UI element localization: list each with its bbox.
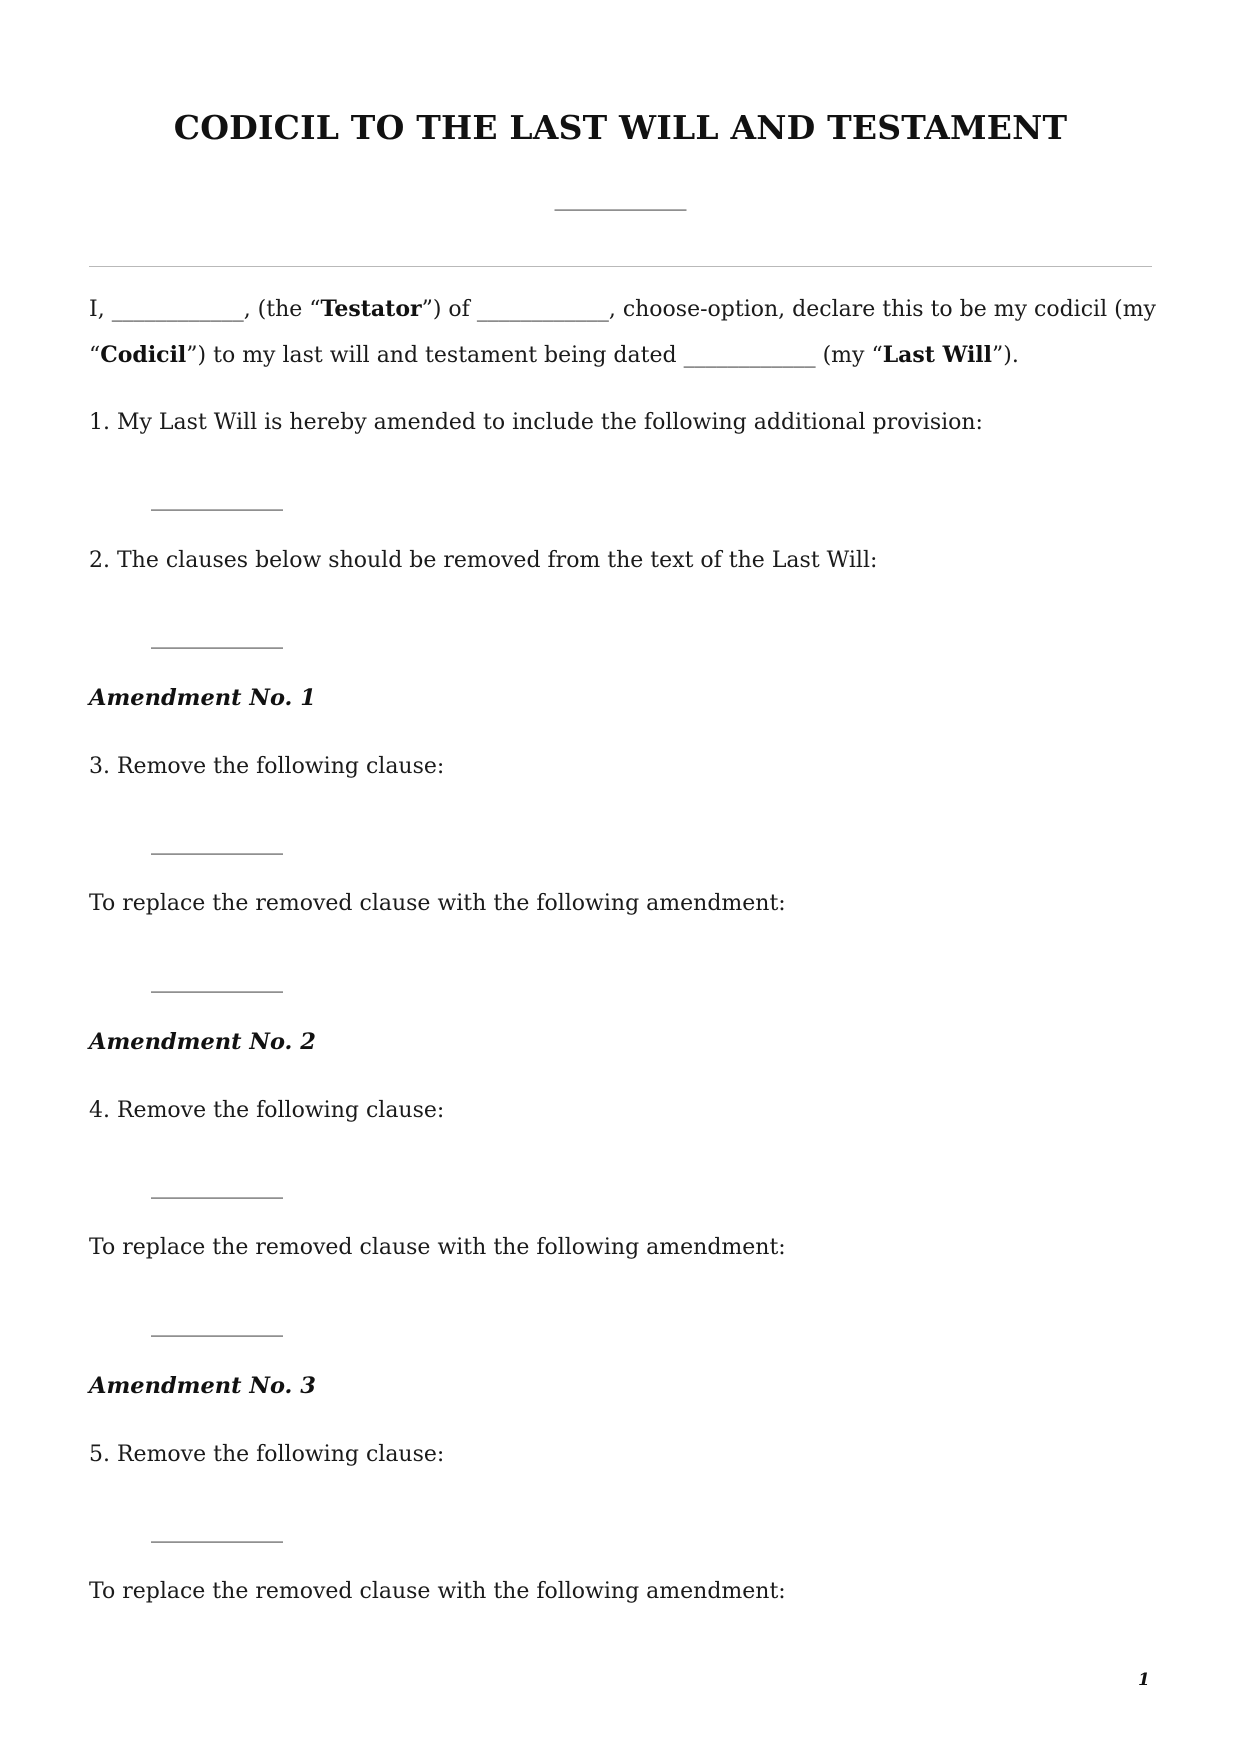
amendment-3-remove-blank[interactable]: ____________ <box>151 1518 283 1543</box>
amendment-3-remove: 5. Remove the following clause: <box>89 1442 445 1467</box>
amendment-2-remove: 4. Remove the following clause: <box>89 1098 445 1123</box>
amendment-1-remove-blank[interactable]: ____________ <box>151 830 283 855</box>
intro-line-1: I, ____________, (the “Testator”) of ____________, choose-option, declare this to be my codicil (my <box>89 296 1156 322</box>
amendment-1-heading: Amendment No. 1 <box>89 685 316 711</box>
amendment-2-heading: Amendment No. 2 <box>89 1029 316 1055</box>
testator-name-blank[interactable]: ____________ <box>111 297 244 322</box>
testator-term: Testator <box>320 296 422 322</box>
clause-1: 1. My Last Will is hereby amended to include the following additional provision: <box>89 410 983 435</box>
horizontal-divider <box>89 266 1152 267</box>
amendment-1-remove: 3. Remove the following clause: <box>89 754 445 779</box>
amendment-3-heading: Amendment No. 3 <box>89 1373 316 1399</box>
testator-address-blank[interactable]: ____________ <box>476 297 609 322</box>
codicil-term: Codicil <box>100 342 187 368</box>
page-number: 1 <box>1138 1670 1150 1690</box>
amendment-2-remove-blank[interactable]: ____________ <box>151 1174 283 1199</box>
title-blank[interactable]: ____________ <box>554 186 687 211</box>
clause-2: 2. The clauses below should be removed from the text of the Last Will: <box>89 548 878 573</box>
last-will-term: Last Will <box>882 342 993 368</box>
amendment-1-replace: To replace the removed clause with the following amendment: <box>89 891 786 916</box>
document-title: CODICIL TO THE LAST WILL AND TESTAMENT <box>173 108 1068 147</box>
amendment-2-replace: To replace the removed clause with the following amendment: <box>89 1235 786 1260</box>
will-date-blank[interactable]: ____________ <box>683 343 816 368</box>
intro-line-2: “Codicil”) to my last will and testament being dated ____________ (my “Last Will”). <box>89 342 1019 368</box>
amendment-3-replace: To replace the removed clause with the following amendment: <box>89 1579 786 1604</box>
amendment-1-replace-blank[interactable]: ____________ <box>151 968 283 993</box>
removed-clauses-blank[interactable]: ____________ <box>151 624 283 649</box>
additional-provision-blank[interactable]: ____________ <box>151 486 283 511</box>
amendment-2-replace-blank[interactable]: ____________ <box>151 1312 283 1337</box>
